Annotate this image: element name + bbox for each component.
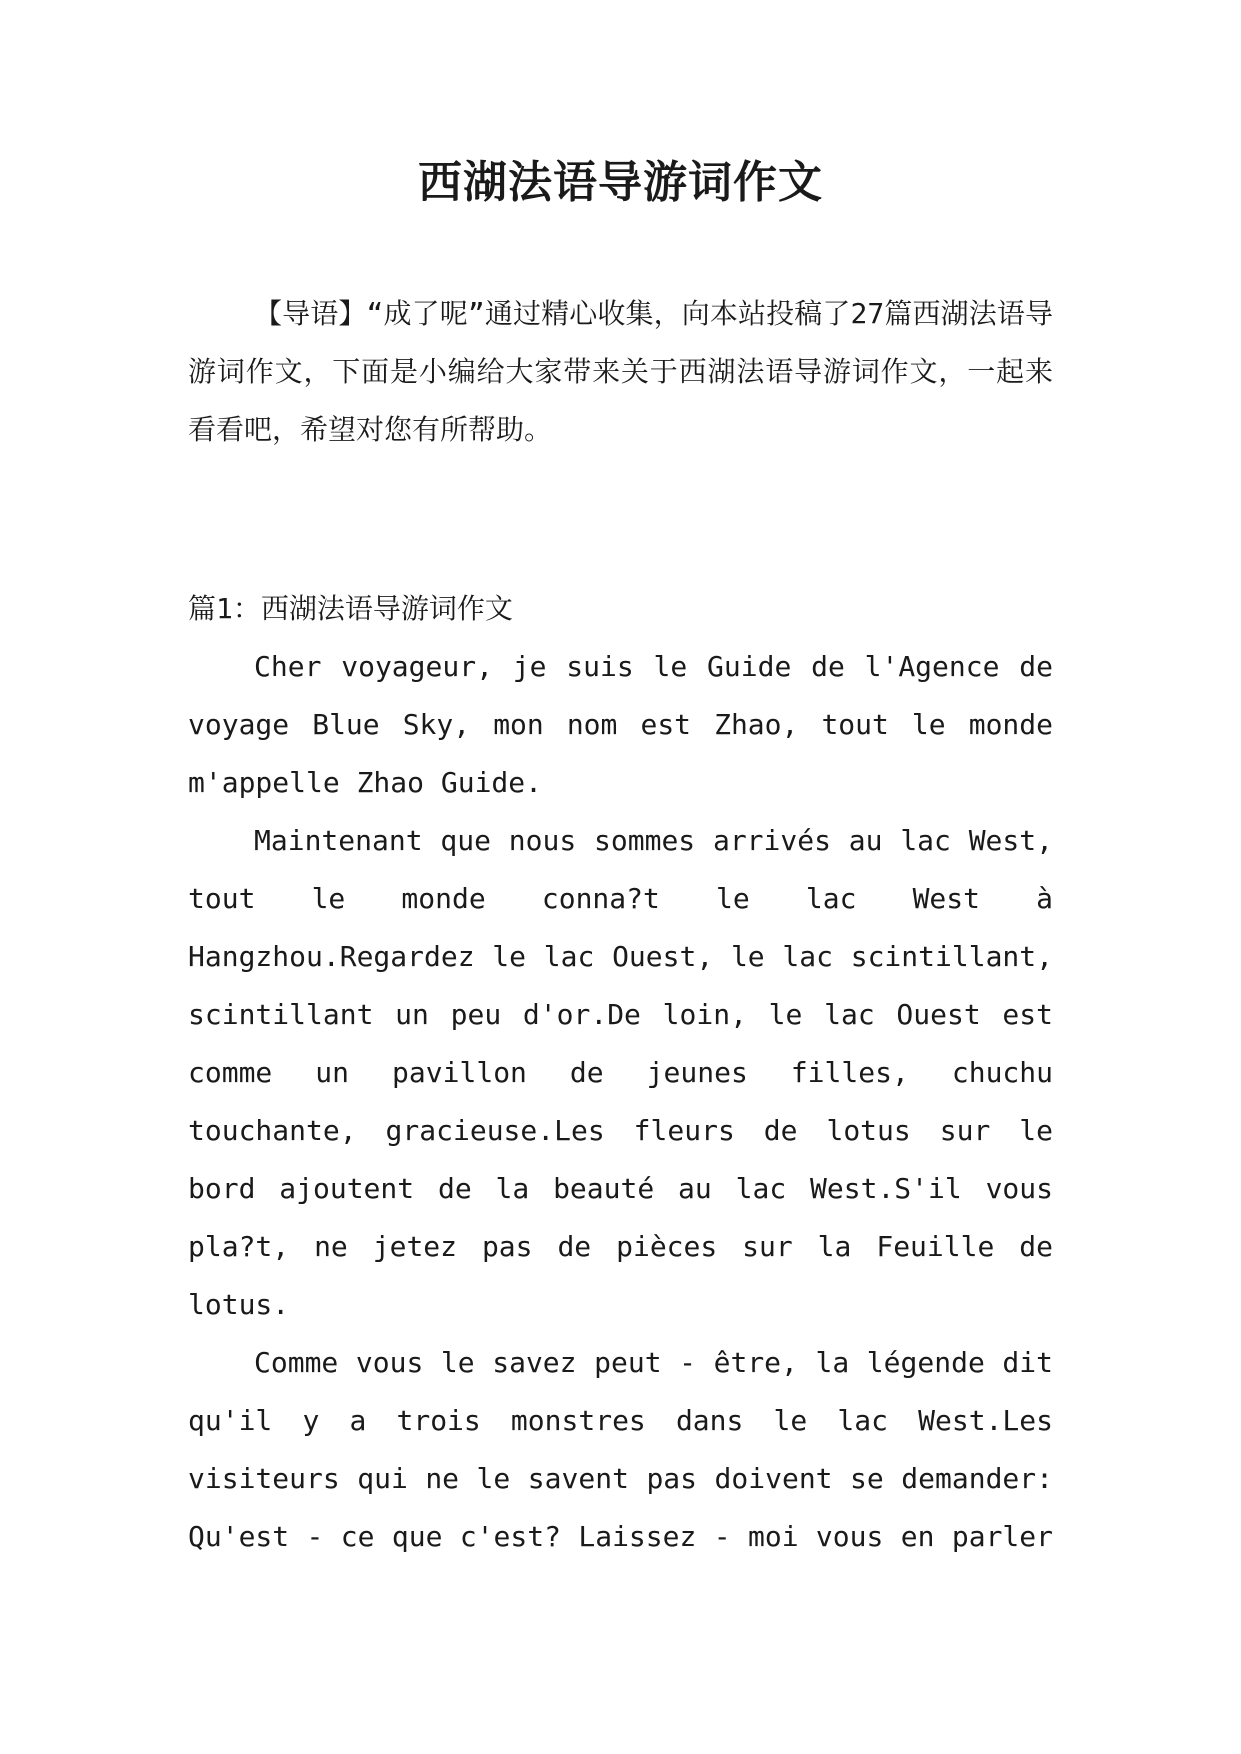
section-heading: 篇1：西湖法语导游词作文: [188, 592, 513, 625]
body-paragraph: Maintenant que nous sommes arrivés au lac West, tout le monde conna?t le lac West à Hangzhou.Regardez le lac Ouest, le lac scintillant, scintillant un peu d'or.De loin, le lac Ouest est comme un pavillon de jeunes filles, chuchu touchante, gracieuse.Les fleurs de lotus sur le bord ajoutent de la beauté au lac West.S'il vous pla?t, ne jetez pas de pièces sur la Feuille de lotus.: [188, 824, 1053, 1321]
body-paragraph: Cher voyageur, je suis le Guide de l'Agence de voyage Blue Sky, mon nom est Zhao, tout le monde m'appelle Zhao Guide.: [188, 650, 1053, 799]
lede-paragraph: 【导语】“成了呢”通过精心收集，向本站投稿了27篇西湖法语导游词作文，下面是小编给大家带来关于西湖法语导游词作文，一起来看看吧，希望对您有所帮助。: [188, 297, 1053, 446]
document-title: 西湖法语导游词作文: [418, 157, 823, 208]
body-paragraph: Comme vous le savez peut - être, la légende dit qu'il y a trois monstres dans le lac West.Les visiteurs qui ne le savent pas doivent se demander: Qu'est - ce que c'est? Laissez - moi vous en parler: [188, 1346, 1053, 1553]
